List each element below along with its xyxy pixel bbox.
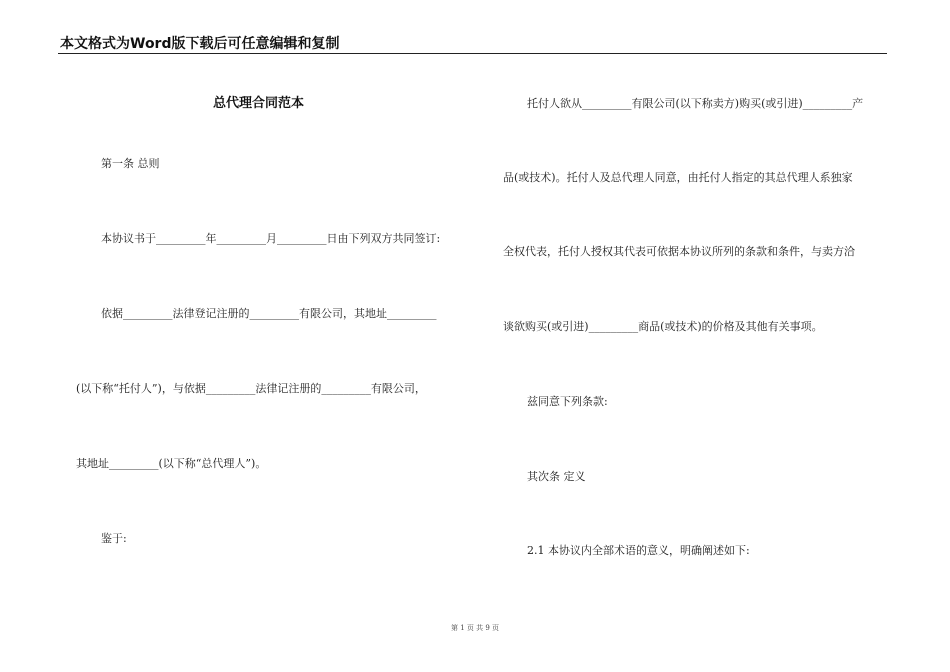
right-paragraph-4: 谈欲购买(或引进)_________商品(或技术)的价格及其他有关事项。 (503, 320, 823, 333)
right-paragraph-3: 全权代表，托付人授权其代表可依据本协议所列的条款和条件，与卖方洽 (503, 245, 855, 258)
right-paragraph-5: 兹同意下列条款: (527, 395, 608, 408)
download-banner: 本文格式为Word版下载后可任意编辑和复制 (60, 36, 340, 52)
header-divider (58, 53, 887, 54)
right-paragraph-7: 2.1 本协议内全部术语的意义，明确阐述如下: (527, 544, 750, 557)
right-paragraph-1: 托付人欲从_________有限公司(以下称卖方)购买(或引进)_________产 (527, 97, 864, 110)
left-paragraph-3: 依据_________法律登记注册的_________有限公司，其地址_________ (101, 307, 437, 320)
left-paragraph-2: 本协议书于_________年_________月_________日由下列双方共同签订: (101, 232, 441, 245)
right-paragraph-2: 品(或技术)。托付人及总代理人同意，由托付人指定的其总代理人系独家 (503, 171, 853, 184)
left-paragraph-4: (以下称“托付人”)，与依据_________法律记注册的_________有限公司， (76, 382, 426, 395)
left-paragraph-6: 鉴于: (101, 532, 127, 545)
document-title: 总代理合同范本 (213, 96, 305, 111)
left-paragraph-5: 其地址_________(以下称“总代理人”)。 (76, 457, 267, 470)
page-number: 第 1 页 共 9 页 (450, 624, 500, 632)
left-paragraph-1: 第一条 总则 (101, 157, 160, 170)
right-paragraph-6: 其次条 定义 (527, 470, 586, 483)
